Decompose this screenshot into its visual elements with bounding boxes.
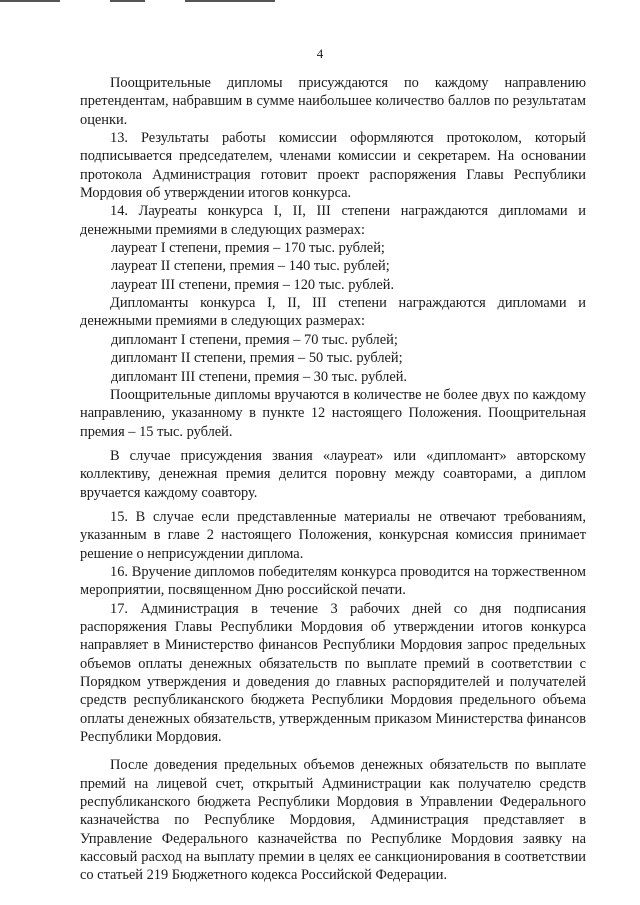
page-number: 4: [316, 46, 324, 61]
paragraph-co-authors: В случае присуждения звания «лауреат» или «дипломант» авторскому коллективу, денежная премия делится поровну между соавторами, а диплом вручается каждому соавтору.: [80, 447, 586, 501]
document-body: [80, 74, 586, 885]
list-item-laureate-1: лауреат I степени, премия – 170 тыс. рублей;: [111, 240, 385, 257]
paragraph-item-13: 13. Результаты работы комиссии оформляются протоколом, который подписывается председателем, членами комиссии и секретарем. На основании протокола Администрация готовит проект распоряжения Главы Республики Мордовия об утверждении итогов конкурса.: [80, 130, 586, 202]
list-item-diploma-1: дипломант I степени, премия – 70 тыс. рублей;: [111, 331, 398, 348]
paragraph-item-16: 16. Вручение дипломов победителям конкурса проводится на торжественном мероприятии, посвященном Дню российской печати.: [80, 563, 586, 599]
paragraph-encouragement-awards: Поощрительные дипломы присуждаются по каждому направлению претендентам, набравшим в сумме наибольшее количество баллов по результатам оценки.: [80, 75, 586, 128]
paragraph-diploma-winners: Дипломанты конкурса I, II, III степени награждаются дипломами и денежными премиями в следующих размерах:: [80, 295, 586, 330]
list-item-laureate-3: лауреат III степени, премия – 120 тыс. рублей.: [111, 276, 395, 293]
scan-top-edge-right: [185, 0, 275, 2]
paragraph-item-17: 17. Администрация в течение 3 рабочих дней со дня подписания распоряжения Главы Республики Мордовия об утверждении итогов конкурса направляет в Министерство финансов Республики Мордовия запрос предельных объемов оплаты денежных обязательств по выплате премий в соответствии с Порядком утверждения и доведения до главных распорядителей и получателей средств республиканского бюджета Республики Мордовия предельного объема оплаты денежных обязательств, утвержденным приказом Министерства финансов Республики Мордовия.: [80, 600, 586, 746]
paragraph-encouragement-delivery: Поощрительные дипломы вручаются в количестве не более двух по каждому направлению, указанному в пункте 12 настоящего Положения. Поощрительная премия – 15 тыс. рублей.: [80, 386, 586, 440]
scan-top-edge-left: [0, 0, 60, 2]
list-item-diploma-3: дипломант III степени, премия – 30 тыс. рублей.: [111, 368, 408, 385]
paragraph-treasury-request: После доведения предельных объемов денежных обязательств по выплате премий на лицевой счет, открытый Администрации как получателю средств республиканского бюджета Республики Мордовия в Управлении Федерального казначейства по Республике Мордовия, Администрация представляет в Управление Федерального казначейства по Республике Мордовия заявку на кассовый расход на выплату премии в целях ее санкционирования в соответствии со статьей 219 Бюджетного кодекса Российской Федерации.: [80, 757, 586, 884]
scan-top-edge-middle: [110, 0, 145, 2]
paragraph-item-14: 14. Лауреаты конкурса I, II, III степени награждаются дипломами и денежными премиями в следующих размерах:: [80, 203, 586, 238]
paragraph-item-15: 15. В случае если представленные материалы не отвечают требованиям, указанным в главе 2 настоящего Положения, конкурсная комиссия принимает решение о неприсуждении диплома.: [80, 508, 586, 562]
list-item-laureate-2: лауреат II степени, премия – 140 тыс. рублей;: [111, 258, 390, 275]
list-item-diploma-2: дипломант II степени, премия – 50 тыс. рублей;: [111, 350, 403, 367]
